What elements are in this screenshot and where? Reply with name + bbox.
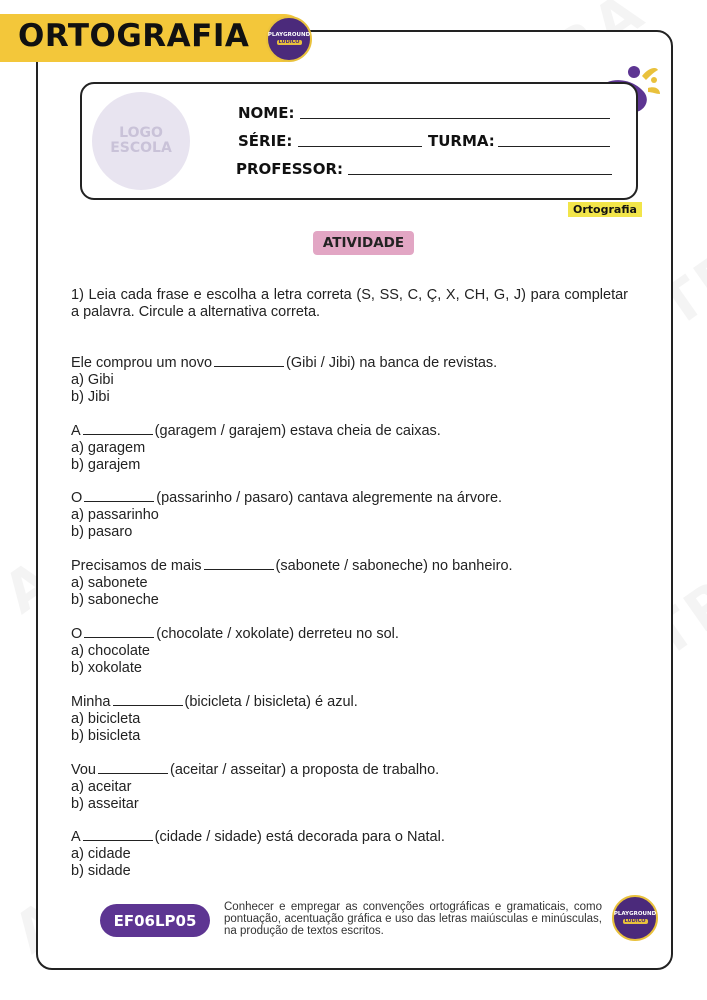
option-a[interactable]: a) passarinho (71, 507, 159, 523)
question-text-after: (chocolate / xokolate) derreteu no sol. (156, 626, 399, 642)
question-item (71, 829, 445, 880)
option-b[interactable]: b) xokolate (71, 660, 142, 676)
answer-blank[interactable] (83, 425, 153, 435)
teacher-field[interactable] (348, 174, 612, 175)
question-text-before: Vou (71, 762, 96, 778)
question-text-before: Ele comprou um novo (71, 355, 213, 371)
option-b[interactable]: b) bisicleta (71, 728, 141, 744)
option-b[interactable]: b) Jibi (71, 389, 110, 405)
activity-label: ATIVIDADE (313, 231, 414, 255)
answer-blank[interactable] (113, 696, 183, 706)
option-a[interactable]: a) chocolate (71, 643, 150, 659)
answer-blank[interactable] (84, 492, 154, 502)
logo-text: ESCOLA (110, 140, 172, 156)
option-b[interactable]: b) pasaro (71, 524, 133, 540)
question-text-before: O (71, 626, 83, 642)
question-item (71, 490, 502, 541)
question-text-before: A (71, 829, 81, 845)
grade-label: SÉRIE: (238, 132, 293, 150)
logo-text: LOGO (119, 124, 163, 141)
brand-logo-line1: PLAYGROUND (613, 910, 657, 917)
question-item (71, 694, 358, 745)
question-item (71, 762, 439, 813)
question-text-after: (Gibi / Jibi) na banca de revistas. (286, 355, 498, 371)
question-text-after: (passarinho / pasaro) cantava alegremente na árvore. (156, 490, 503, 506)
option-b[interactable]: b) garajem (71, 457, 141, 473)
question-text-after: (cidade / sidade) está decorada para o Natal. (154, 829, 445, 845)
name-field[interactable] (300, 118, 610, 119)
grade-field[interactable] (298, 146, 422, 147)
question-text-after: (garagem / garajem) estava cheia de caixas. (154, 423, 441, 439)
question-text-before: O (71, 490, 83, 506)
question-text-before: A (71, 423, 81, 439)
question-text-before: Precisamos de mais (71, 558, 202, 574)
class-field[interactable] (498, 146, 610, 147)
instructions: 1) Leia cada frase e escolha a letra correta (S, SS, C, Ç, X, CH, G, J) para completar a palavra. Circule a alternativa correta. (71, 287, 628, 320)
answer-blank[interactable] (214, 357, 284, 367)
brand-logo-line1: PLAYGROUND (267, 31, 311, 38)
brand-logo-line2: LÚDICO (624, 917, 646, 924)
answer-blank[interactable] (204, 560, 274, 570)
skill-code-badge: EF06LP05 (100, 904, 210, 937)
answer-blank[interactable] (84, 628, 154, 638)
question-item (71, 423, 441, 474)
answer-blank[interactable] (98, 764, 168, 774)
option-b[interactable]: b) sidade (71, 863, 131, 879)
option-a[interactable]: a) aceitar (71, 779, 132, 795)
brand-logo (266, 16, 312, 62)
answer-blank[interactable] (83, 831, 153, 841)
brand-logo-footer (612, 895, 658, 941)
name-label: NOME: (238, 104, 295, 122)
page-title: ORTOGRAFIA (18, 18, 250, 54)
teacher-label: PROFESSOR: (236, 160, 344, 178)
school-logo-placeholder (92, 92, 190, 190)
question-text-after: (bicicleta / bisicleta) é azul. (184, 694, 358, 710)
question-item (71, 355, 497, 406)
brand-logo-line2: LÚDICO (278, 38, 300, 45)
option-a[interactable]: a) Gibi (71, 372, 114, 388)
question-text-after: (aceitar / asseitar) a proposta de trabalho. (170, 762, 440, 778)
subject-tag: Ortografia (568, 202, 642, 217)
question-item (71, 558, 513, 609)
option-b[interactable]: b) saboneche (71, 592, 159, 608)
class-label: TURMA: (428, 132, 495, 150)
option-a[interactable]: a) cidade (71, 846, 131, 862)
option-a[interactable]: a) sabonete (71, 575, 148, 591)
question-text-before: Minha (71, 694, 111, 710)
skill-description: Conhecer e empregar as convenções ortográficas e gramaticais, como pontuação, acentuação gráfica e uso das letras maiúsculas e minúsculas, na produção de textos escritos. (224, 901, 602, 937)
option-b[interactable]: b) asseitar (71, 796, 139, 812)
option-a[interactable]: a) bicicleta (71, 711, 141, 727)
option-a[interactable]: a) garagem (71, 440, 146, 456)
question-item (71, 626, 399, 677)
question-text-after: (sabonete / saboneche) no banheiro. (275, 558, 513, 574)
